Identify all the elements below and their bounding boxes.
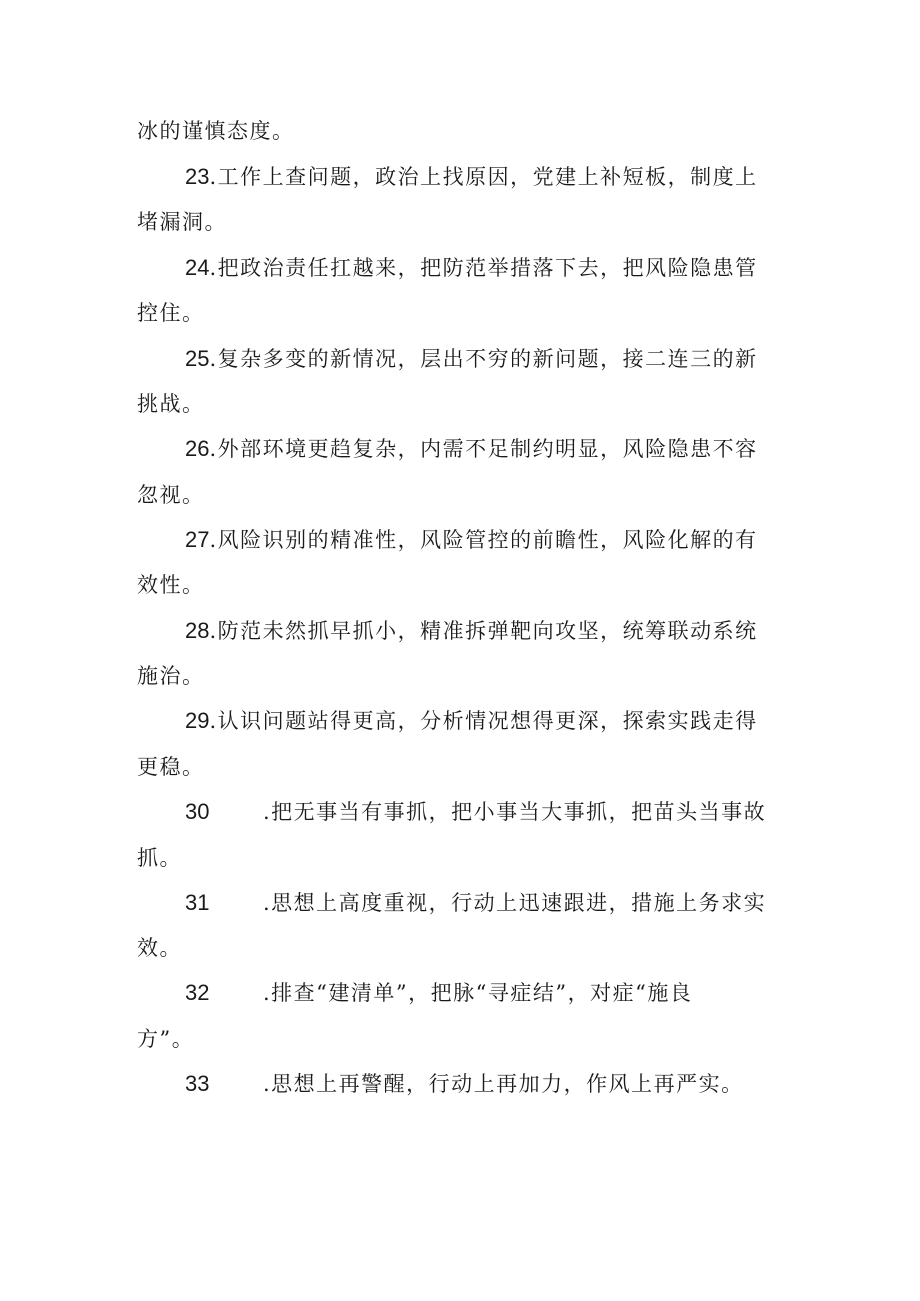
item-number: 32 (185, 980, 210, 1005)
list-item-30-cont (137, 843, 182, 873)
list-item-24-cont (137, 298, 205, 328)
item-number: 30 (185, 799, 210, 824)
list-item-25 (185, 344, 758, 374)
item-text-cont: 挑战。 (137, 392, 205, 416)
list-item-28 (185, 616, 758, 646)
list-item-24 (185, 253, 758, 283)
item-text: .把政治责任扛越来，把防范举措落下去，把风险隐患管 (209, 256, 758, 280)
item-text-cont: 施治。 (137, 664, 205, 688)
list-item-30 (185, 797, 766, 827)
list-item-23 (185, 162, 758, 192)
list-item-29-cont (137, 752, 205, 782)
list-item-27-cont (137, 570, 205, 600)
item-text: .思想上高度重视，行动上迅速跟进，措施上务求实 (263, 891, 767, 915)
item-number: 23 (185, 164, 210, 189)
item-number: 26 (185, 436, 210, 461)
item-text-cont: 抓。 (137, 846, 182, 870)
item-number: 27 (185, 527, 210, 552)
item-text-cont: 堵漏洞。 (137, 210, 227, 234)
list-item-32 (185, 978, 692, 1008)
item-text-cont: 效性。 (137, 573, 205, 597)
item-text-cont: 忽视。 (137, 483, 205, 507)
item-text: .排查“建清单”，把脉“寻症结”，对症“施良 (263, 981, 693, 1005)
list-item-25-cont (137, 389, 205, 419)
item-number: 24 (185, 255, 210, 280)
list-item-23-cont (137, 207, 227, 237)
item-text: .防范未然抓早抓小，精准拆弹靶向攻坚，统筹联动系统 (209, 619, 758, 643)
list-item-32-cont (137, 1024, 194, 1054)
item-text-cont: 更稳。 (137, 755, 205, 779)
list-item-33 (185, 1069, 744, 1099)
item-text: .外部环境更趋复杂，内需不足制约明显，风险隐患不容 (209, 437, 758, 461)
list-item-31 (185, 888, 766, 918)
item-text: .思想上再警醒，行动上再加力，作风上再严实。 (263, 1072, 744, 1096)
item-number: 25 (185, 346, 210, 371)
item-text-cont: 效。 (137, 936, 182, 960)
continuation-line (137, 116, 295, 146)
line-text: 冰的谨慎态度。 (137, 119, 295, 143)
list-item-28-cont (137, 661, 205, 691)
list-item-29 (185, 706, 758, 736)
list-item-26-cont (137, 480, 205, 510)
item-text: .风险识别的精准性，风险管控的前瞻性，风险化解的有 (209, 528, 758, 552)
list-item-31-cont (137, 933, 182, 963)
item-text: .把无事当有事抓，把小事当大事抓，把苗头当事故 (263, 800, 767, 824)
list-item-27 (185, 525, 758, 555)
item-text-cont: 控住。 (137, 301, 205, 325)
item-text: .复杂多变的新情况，层出不穷的新问题，接二连三的新 (209, 347, 758, 371)
item-number: 33 (185, 1071, 210, 1096)
list-item-26 (185, 434, 758, 464)
item-number: 31 (185, 890, 210, 915)
item-number: 28 (185, 618, 210, 643)
item-number: 29 (185, 708, 210, 733)
item-text-cont: 方”。 (137, 1027, 195, 1051)
item-text: .认识问题站得更高，分析情况想得更深，探索实践走得 (209, 709, 758, 733)
item-text: .工作上查问题，政治上找原因，党建上补短板，制度上 (209, 165, 758, 189)
